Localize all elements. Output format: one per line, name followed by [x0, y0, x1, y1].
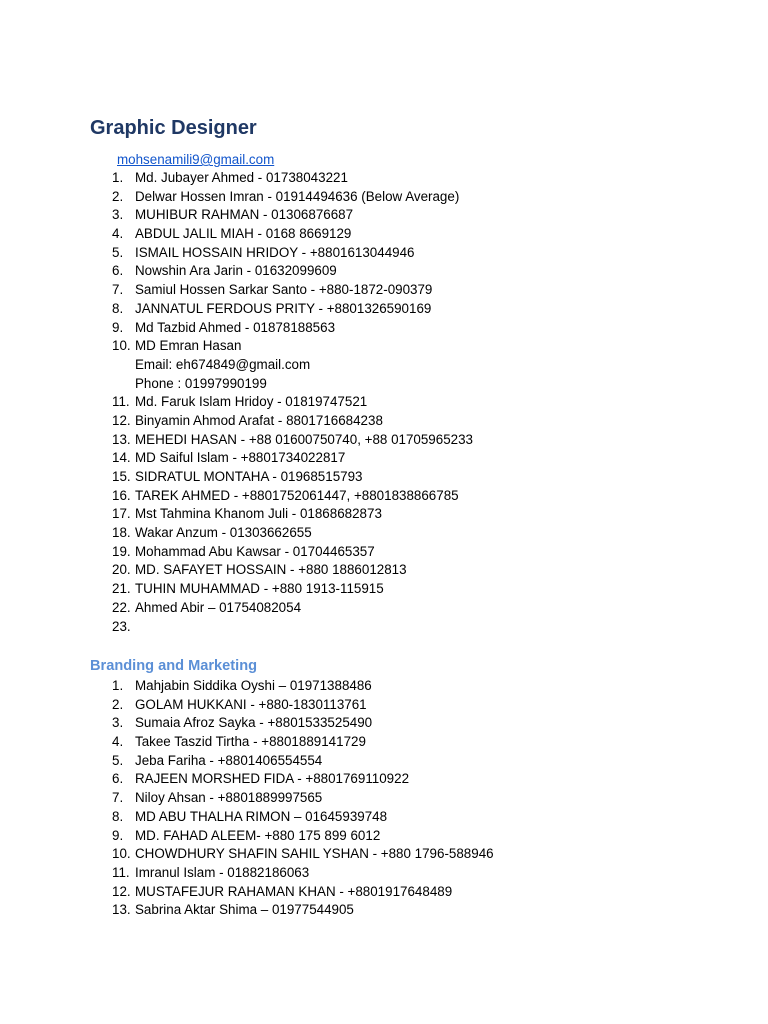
list-item — [0, 696, 700, 715]
list-item-number: 3. — [112, 207, 124, 223]
list-item-text: Ahmed Abir – 01754082054 — [135, 599, 302, 615]
list-item-number: 9. — [112, 827, 124, 843]
list-item-text: MD Saiful Islam - +8801734022817 — [135, 450, 346, 466]
list-item-text: Imranul Islam - 01882186063 — [135, 864, 310, 880]
list-item-number: 14. — [112, 450, 131, 466]
list-item-text: Email: eh674849@gmail.com — [135, 356, 311, 372]
list-item-text: Nowshin Ara Jarin - 01632099609 — [135, 263, 337, 279]
list-item — [0, 524, 700, 543]
list-item-number: 9. — [112, 319, 124, 335]
list-item-number: 20. — [112, 562, 131, 578]
list-item-number: 13. — [112, 431, 131, 447]
list-item — [0, 580, 700, 599]
list-item-number: 5. — [112, 244, 124, 260]
list-item-number: 17. — [112, 506, 131, 522]
list-item-number: 23. — [112, 618, 131, 634]
list-item — [0, 770, 700, 789]
list-item-number: 1. — [112, 678, 124, 693]
list-item-number: 6. — [112, 771, 124, 787]
list-item-number: 16. — [112, 487, 131, 503]
list-item-text: Md. Faruk Islam Hridoy - 01819747521 — [135, 394, 368, 410]
list-item-text: ISMAIL HOSSAIN HRIDOY - +8801613044946 — [135, 244, 415, 260]
list-item-number: 19. — [112, 543, 131, 559]
list-item-text: CHOWDHURY SHAFIN SAHIL YSHAN - +880 1796-588946 — [135, 846, 494, 862]
list-item — [0, 733, 700, 752]
list-item-text: MUHIBUR RAHMAN - 01306876687 — [135, 207, 354, 223]
list-item — [0, 431, 700, 450]
list-item — [0, 864, 700, 883]
list-item-text: GOLAM HUKKANI - +880-1830113761 — [135, 696, 367, 712]
list-item — [0, 169, 700, 188]
list-item-text: MD ABU THALHA RIMON – 01645939748 — [135, 808, 388, 824]
list-item — [0, 789, 700, 808]
list-item-number: 5. — [112, 752, 124, 768]
list-item — [0, 206, 700, 225]
list-item-text: RAJEEN MORSHED FIDA - +8801769110922 — [135, 771, 410, 787]
list-item-number: 4. — [112, 226, 124, 242]
list-item-number: 1. — [112, 170, 124, 185]
list-item — [0, 487, 700, 506]
list-item — [0, 356, 700, 375]
graphic-designer-list — [0, 169, 700, 636]
list-item-text: Phone : 01997990199 — [135, 375, 267, 391]
list-item — [0, 883, 700, 902]
list-item-text: JANNATUL FERDOUS PRITY - +8801326590169 — [135, 300, 432, 316]
list-item-text: Wakar Anzum - 01303662655 — [135, 525, 312, 541]
branding-marketing-list — [0, 677, 700, 920]
list-item-text: Takee Taszid Tirtha - +8801889141729 — [135, 734, 366, 750]
list-item-number: 22. — [112, 599, 131, 615]
list-item — [0, 319, 700, 338]
list-item-text: TAREK AHMED - +8801752061447, +8801838866785 — [135, 487, 459, 503]
list-item — [0, 262, 700, 281]
list-item — [0, 468, 700, 487]
list-item — [0, 752, 700, 771]
list-item-text: MUSTAFEJUR RAHAMAN KHAN - +8801917648489 — [135, 883, 453, 899]
list-item — [0, 543, 700, 562]
list-item-text: MD. FAHAD ALEEM- +880 175 899 6012 — [135, 827, 381, 843]
list-item-text: Sabrina Aktar Shima – 01977544905 — [135, 902, 354, 918]
list-item-number: 11. — [112, 864, 130, 880]
list-item-text: MEHEDI HASAN - +88 01600750740, +88 01705965233 — [135, 431, 473, 447]
list-item — [0, 561, 700, 580]
list-item — [0, 449, 700, 468]
list-item — [0, 281, 700, 300]
list-item-text: TUHIN MUHAMMAD - +880 1913-115915 — [135, 581, 384, 597]
list-item — [0, 714, 700, 733]
email-link[interactable]: mohsenamili9@gmail.com — [117, 152, 275, 167]
list-item-number: 7. — [112, 790, 124, 806]
list-item-number: 11. — [112, 394, 130, 410]
list-item-number: 6. — [112, 263, 124, 279]
list-item-text: Md. Jubayer Ahmed - 01738043221 — [135, 170, 348, 185]
list-item-text: Mohammad Abu Kawsar - 01704465357 — [135, 543, 375, 559]
list-item-number: 8. — [112, 808, 124, 824]
list-item-number: 13. — [112, 902, 131, 918]
list-item — [0, 375, 700, 394]
list-item-text: Mahjabin Siddika Oyshi – 01971388486 — [135, 678, 372, 693]
list-item-number: 2. — [112, 188, 124, 204]
section-heading-branding-marketing: Branding and Marketing — [90, 658, 258, 674]
list-item-text: Md Tazbid Ahmed - 01878188563 — [135, 319, 336, 335]
list-item — [0, 300, 700, 319]
list-item-text: Niloy Ahsan - +8801889997565 — [135, 790, 323, 806]
list-item-number: 8. — [112, 300, 124, 316]
list-item-number: 10. — [112, 846, 131, 862]
list-item-text: Mst Tahmina Khanom Juli - 01868682873 — [135, 506, 382, 522]
list-item-number: 15. — [112, 469, 131, 484]
list-item — [0, 505, 700, 524]
list-item-text: MD Emran Hasan — [135, 338, 242, 354]
list-item-number: 3. — [112, 715, 124, 731]
list-item — [0, 677, 700, 696]
list-item — [0, 188, 700, 207]
list-item-text: ABDUL JALIL MIAH - 0168 8669129 — [135, 226, 352, 242]
list-item-text: Sumaia Afroz Sayka - +8801533525490 — [135, 715, 373, 731]
list-item-number: 18. — [112, 525, 131, 541]
list-item-number: 12. — [112, 412, 131, 428]
section-heading-graphic-designer: Graphic Designer — [90, 117, 257, 139]
list-item-text: Samiul Hossen Sarkar Santo - +880-1872-090379 — [135, 282, 433, 298]
list-item — [0, 393, 700, 412]
list-item-number: 21. — [112, 581, 131, 597]
list-item — [0, 618, 700, 637]
list-item — [0, 225, 700, 244]
list-item-number: 10. — [112, 338, 131, 354]
list-item — [0, 599, 700, 618]
list-item-number: 12. — [112, 883, 131, 899]
list-item — [0, 412, 700, 431]
list-item-number: 2. — [112, 696, 124, 712]
list-item-number: 4. — [112, 734, 124, 750]
list-item-text: Binyamin Ahmod Arafat - 8801716684238 — [135, 412, 383, 428]
list-item — [0, 337, 700, 356]
list-item — [0, 901, 700, 920]
list-item-text: SIDRATUL MONTAHA - 01968515793 — [135, 469, 363, 484]
list-item-text: Delwar Hossen Imran - 01914494636 (Below Average) — [135, 188, 460, 204]
list-item-text: Jeba Fariha - +8801406554554 — [135, 752, 323, 768]
list-item — [0, 845, 700, 864]
list-item — [0, 244, 700, 263]
list-item-text: MD. SAFAYET HOSSAIN - +880 1886012813 — [135, 562, 407, 578]
list-item — [0, 827, 700, 846]
list-item-number: 7. — [112, 282, 124, 298]
list-item — [0, 808, 700, 827]
